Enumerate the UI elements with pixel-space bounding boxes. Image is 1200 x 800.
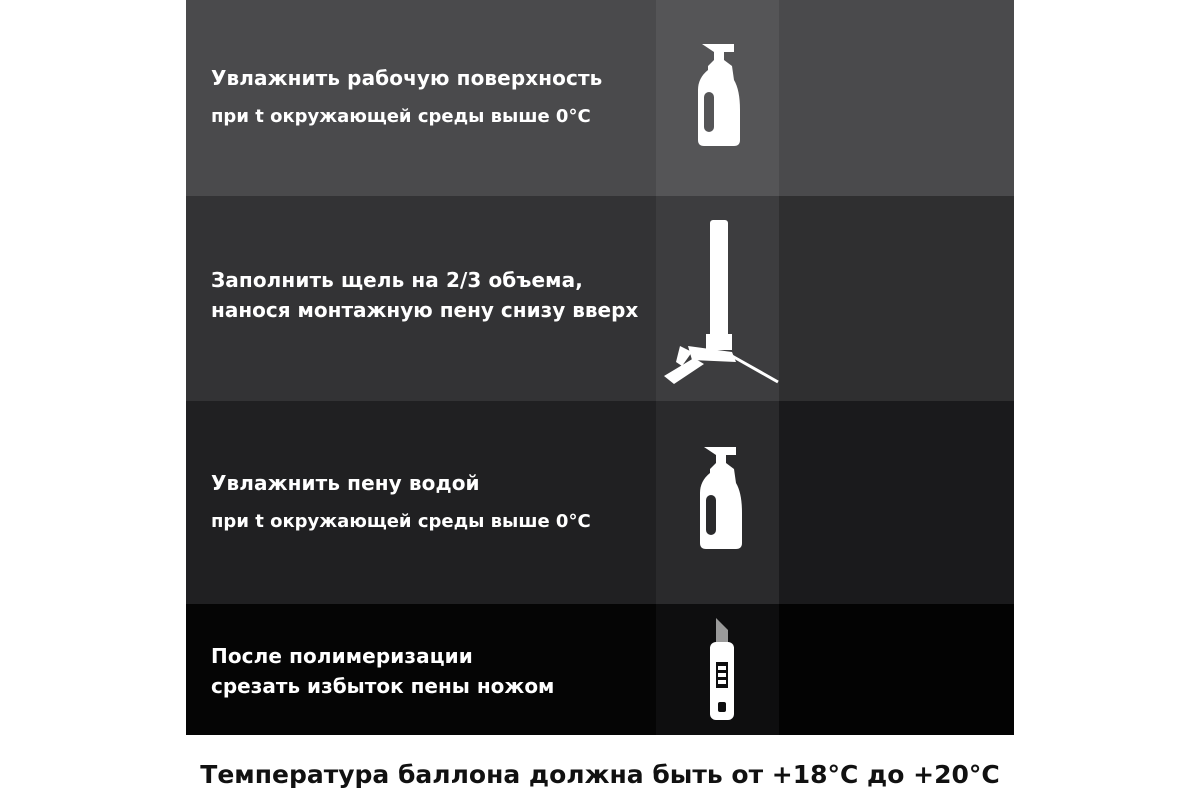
- step-1-subtitle: при t окружающей среды выше 0°C: [211, 106, 591, 127]
- step-2-title: Заполнить щель на 2/3 объема,: [211, 268, 583, 292]
- step-4-title: После полимеризации: [211, 644, 473, 668]
- window-shade-4: [779, 604, 1014, 735]
- spray-bottle-icon: [696, 443, 746, 553]
- foam-gun-icon: [658, 216, 783, 386]
- instruction-panel: [186, 0, 1014, 735]
- window-shade-3: [779, 401, 1014, 604]
- step-2-subtitle: нанося монтажную пену снизу вверх: [211, 298, 639, 322]
- utility-knife-icon: [706, 616, 738, 724]
- window-shade-1: [779, 0, 1014, 196]
- step-3-subtitle: при t окружающей среды выше 0°C: [211, 511, 591, 532]
- footer-note: Температура баллона должна быть от +18°C до +20°C: [200, 760, 1000, 789]
- window-shade-2: [779, 196, 1014, 401]
- step-3-title: Увлажнить пену водой: [211, 471, 480, 495]
- step-1-title: Увлажнить рабочую поверхность: [211, 66, 603, 90]
- spray-bottle-icon: [694, 40, 744, 150]
- step-4-subtitle: срезать избыток пены ножом: [211, 674, 555, 698]
